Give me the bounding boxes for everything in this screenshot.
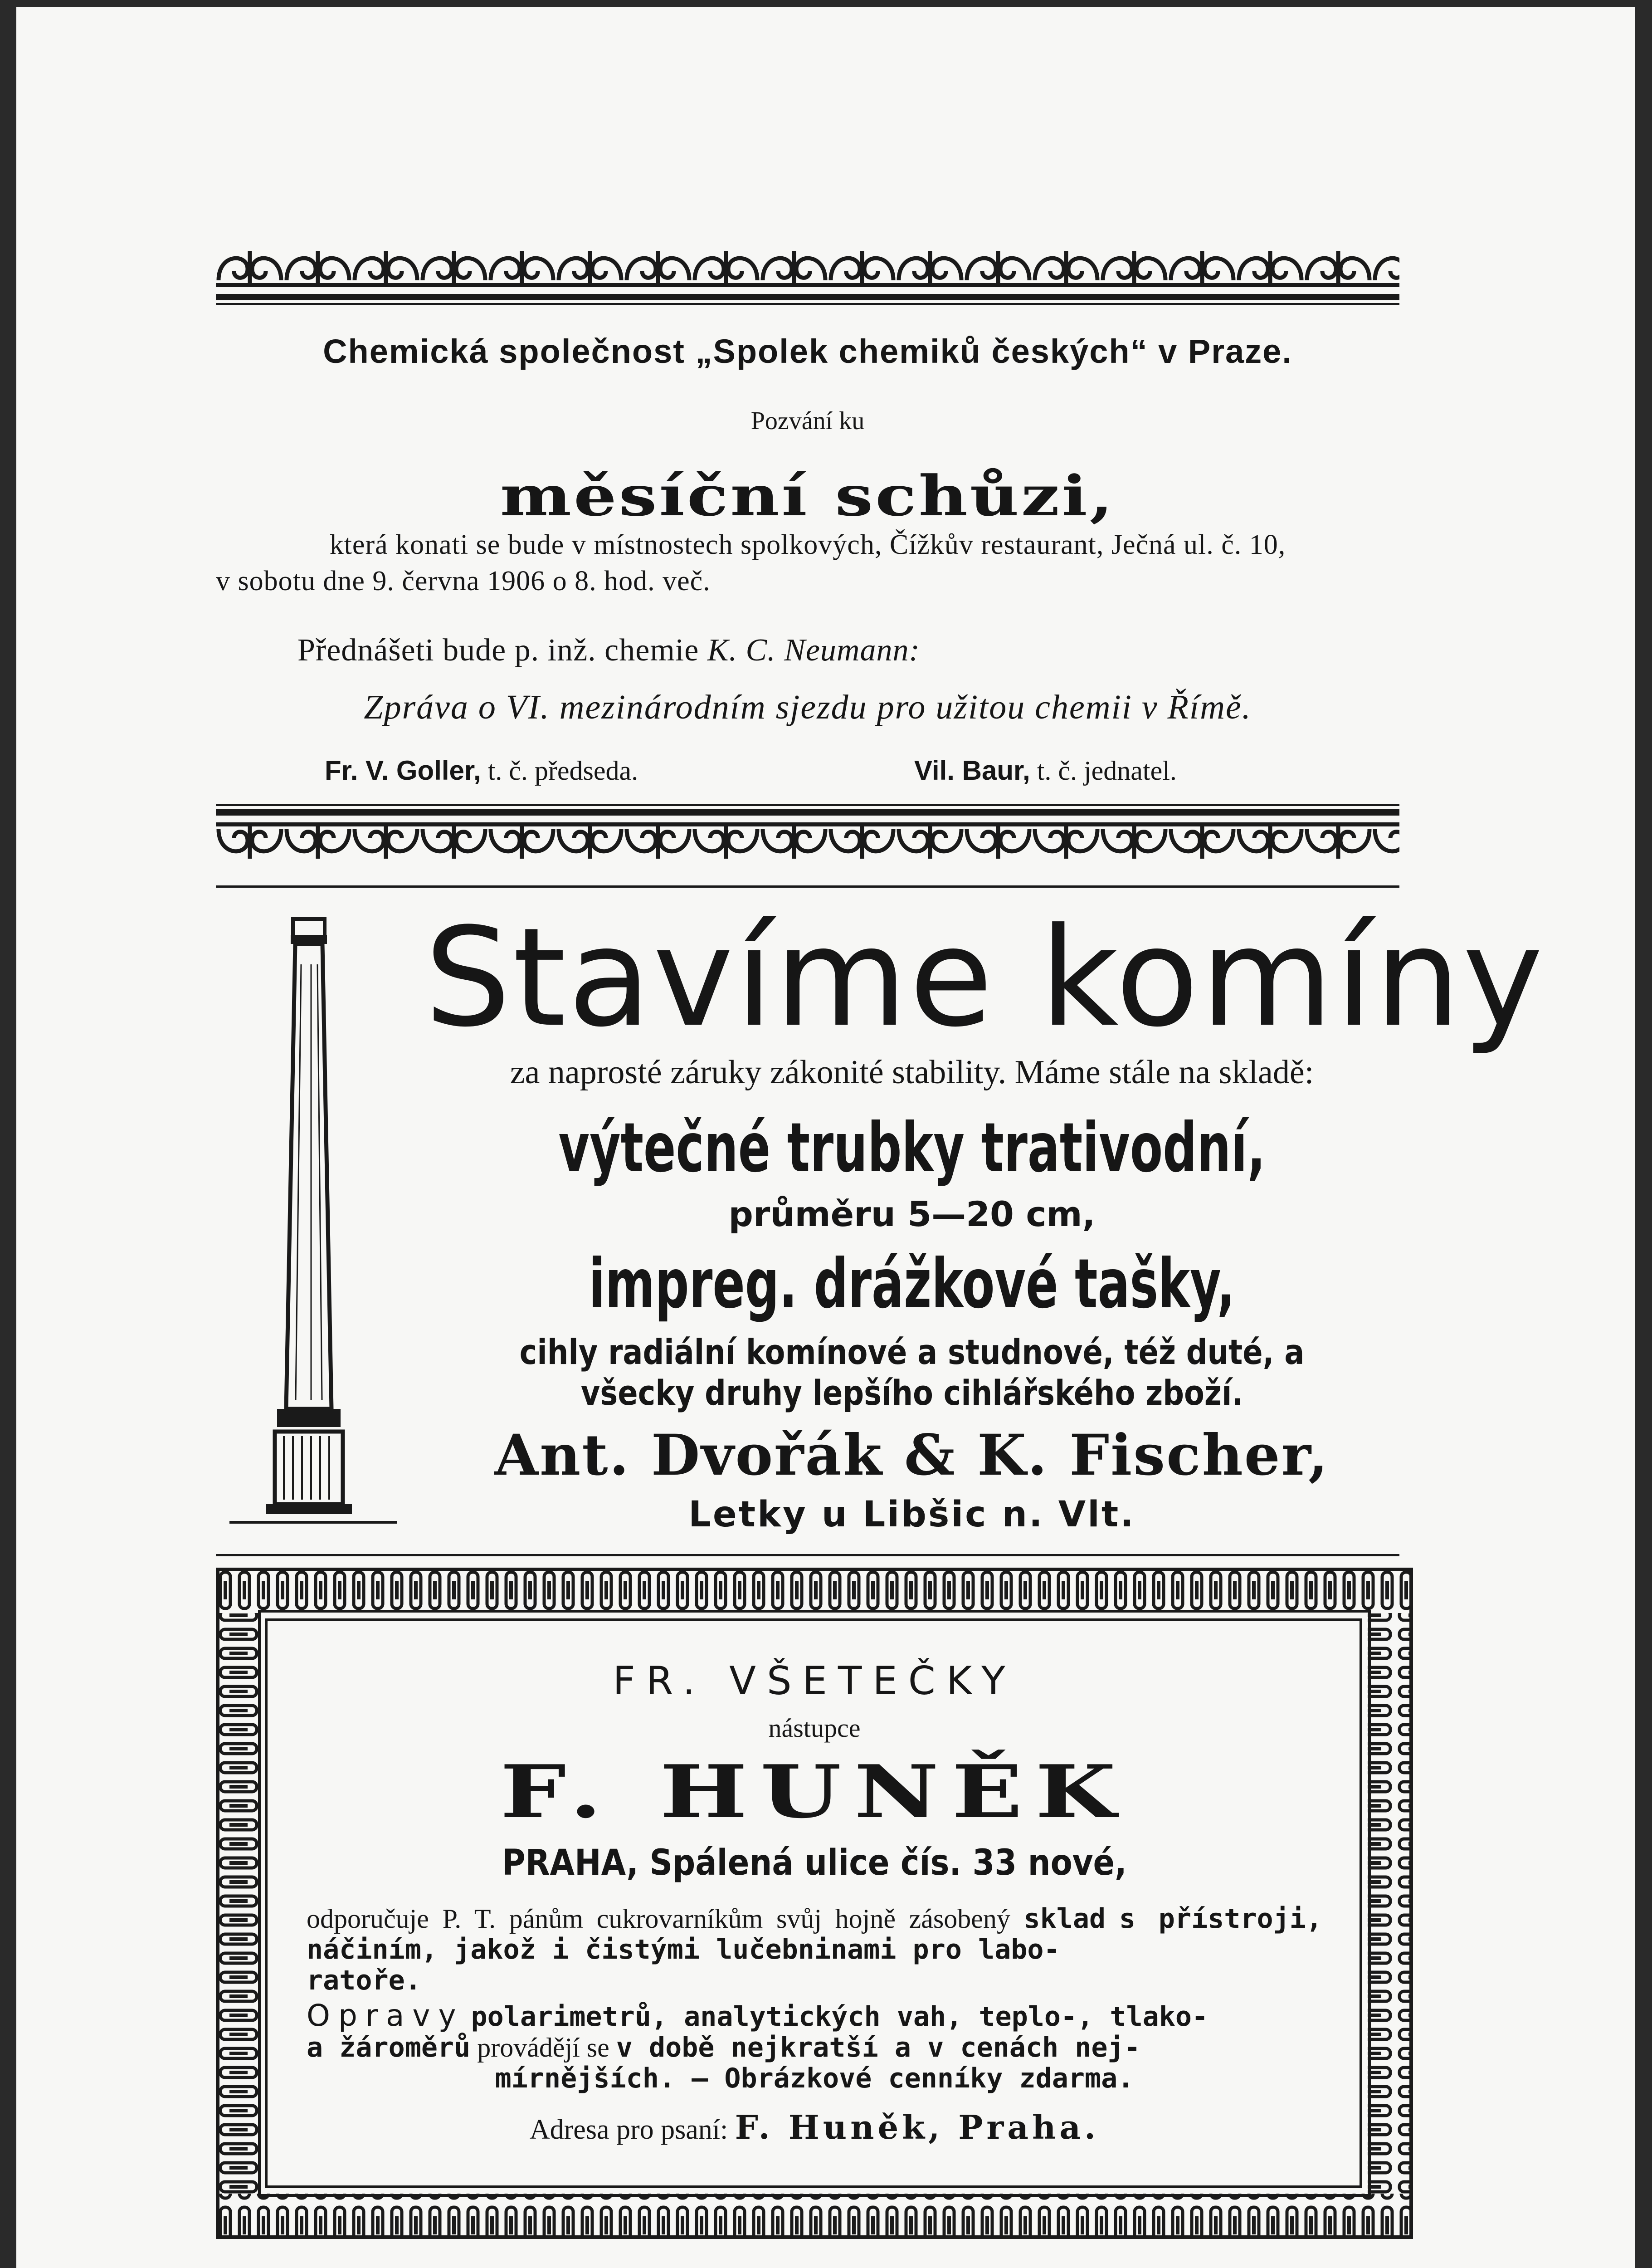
speaker-prefix: Přednášeti bude p. inž. chemie [297,633,699,668]
repair-lead: Opravy [307,1998,464,2033]
secretary-role: t. č. jednatel. [1037,756,1177,786]
ornamental-border-bottom [216,820,1399,865]
mail-address-line [270,2108,1359,2146]
predecessor-name: FR. VŠETEČKY [613,1658,1016,1704]
event-title: měsíční schůzi, [500,463,1116,528]
repair-text: v době nejkratší a v cenách nej- [616,2032,1140,2063]
offer-bold: sklad [1023,1903,1106,1935]
mail-prefix: Adresa pro psaní: [529,2114,728,2145]
chairman-signature [325,755,638,787]
repair-text: polarimetrů, analytických vah, teplo-, tlako- [471,2001,1209,2033]
product-roof-tiles: impreg. drážkové tašky, [589,1245,1235,1324]
divider [216,885,1399,888]
divider [216,294,1399,300]
divider [216,1554,1399,1556]
divider [216,804,1399,806]
ornamental-border-top [216,244,1399,289]
company-location: Letky u Libšic n. Vlt. [688,1494,1135,1535]
speaker-line [297,632,920,669]
chimney-illustration [225,910,406,1536]
successor-label: nástupce [768,1713,861,1743]
document-page [16,7,1635,2268]
secretary-signature [914,755,1177,787]
firm-name: F. HUNĚK [500,1749,1129,1834]
products-line: cihly radiální komínové a studnové, též duté, a [519,1332,1305,1372]
society-heading: Chemická společnost „Spolek chemiků českých“ v Praze. [323,332,1292,370]
offer-paragraph [307,1903,1322,1996]
invitation-label: Pozvání ku [750,407,865,435]
offer-text: odporučuje P. T. pánům cukrovarníkům svůj hojně zásobený [307,1904,1010,1934]
secretary-name: Vil. Baur, [914,755,1030,786]
company-name: Ant. Dvořák & K. Fischer, [494,1422,1330,1488]
offer-bold: ratoře. [307,1965,421,1996]
venue-line: která konati se bude v místnostech spolkových, Čížkův restaurant, Ječná ul. č. 10, [329,529,1286,560]
lecture-title: Zpráva o VI. mezinárodním sjezdu pro užitou chemii v Římě. [364,688,1252,726]
divider [216,809,1399,816]
chairman-role: t. č. předseda. [487,756,638,786]
pipe-diameter: průměru 5—20 cm, [728,1194,1096,1234]
mail-address: F. Huněk, Praha. [735,2108,1100,2146]
guarantee-line: za naprosté záruky zákonité stability. Máme stále na skladě: [510,1054,1314,1091]
firm-address: PRAHA, Spálená ulice čís. 33 nové, [502,1843,1127,1883]
speaker-name: K. C. Neumann: [707,633,920,668]
date-line: v sobotu dne 9. června 1906 o 8. hod. več. [216,566,711,596]
chairman-name: Fr. V. Goller, [325,755,481,786]
chimney-ad-title: Stavíme komíny [424,899,1545,1057]
products-line: všecky druhy lepšího cihlářského zboží. [580,1373,1243,1413]
repair-paragraph [307,2000,1322,2094]
divider [216,303,1399,305]
product-drain-pipes: výtečné trubky trativodní, [558,1109,1266,1188]
repair-text: provádějí se [477,2033,609,2063]
offer-bold: s přístroji, náčiním, jakož i čistými lučebninami pro labo- [307,1903,1322,1965]
repair-text: a žároměrů [307,2032,471,2063]
repair-text: mírnějších. — Obrázkové cenníky zdarma. [495,2063,1134,2094]
